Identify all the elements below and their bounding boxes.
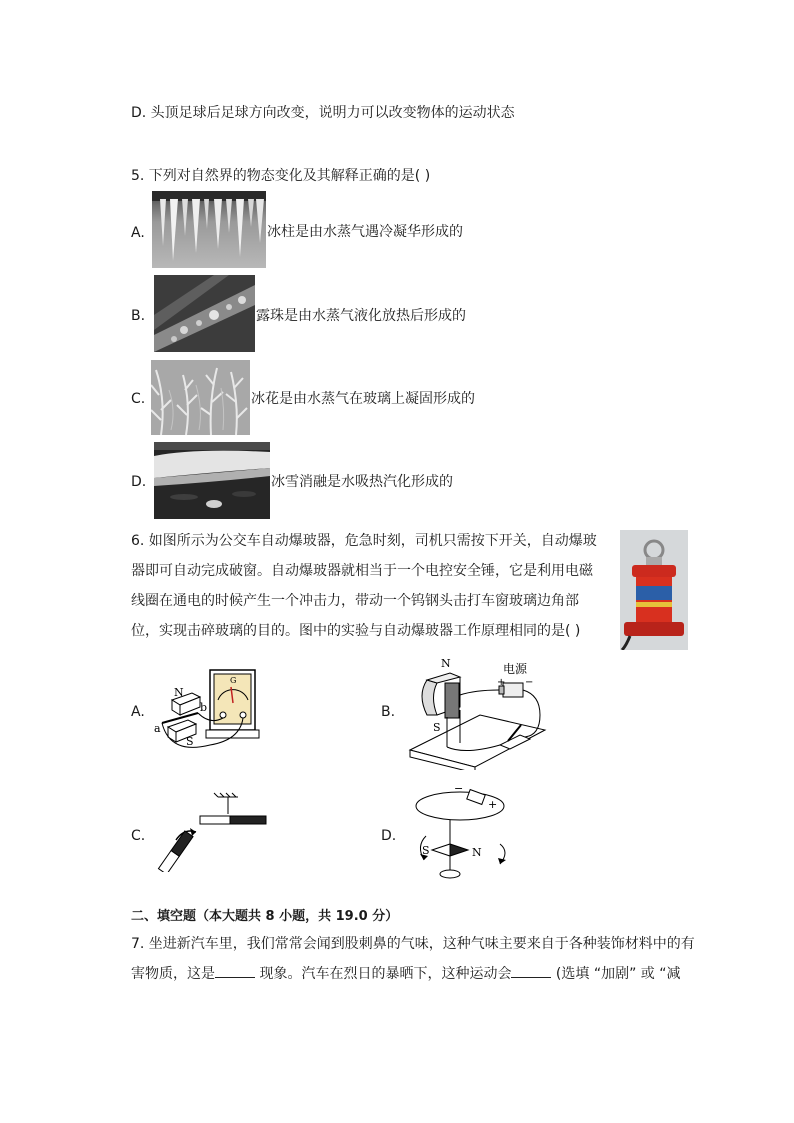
q6-d-n-label: N	[472, 846, 482, 859]
q7-blank-2[interactable]	[511, 963, 551, 978]
q6-option-b-diagram	[405, 655, 550, 770]
q6-d-plus-label: +	[488, 798, 498, 811]
q6-option-b-letter: B.	[381, 704, 396, 720]
q6-a-g-label: G	[230, 676, 237, 685]
q5-option-d-letter: D.	[131, 474, 147, 490]
q7-part3: (选填 “加剧” 或 “减	[551, 966, 681, 982]
q7-part2: 现象。汽车在烈日的暴晒下，这种运动会	[255, 966, 512, 982]
q6-b-minus-label: −	[525, 677, 534, 688]
q6-b-power-label: 电源	[503, 662, 528, 676]
q6-option-a-letter: A.	[131, 704, 145, 720]
q6-option-a-diagram	[150, 665, 260, 755]
q4-option-d: D. 头顶足球后足球方向改变，说明力可以改变物体的运动状态	[131, 105, 515, 121]
q6-d-s-label: S	[422, 844, 430, 857]
q6-a-s-label: S	[186, 735, 194, 748]
dewdrops-photo	[154, 275, 255, 352]
section-heading: 二、填空题（本大题共 8 小题，共 19.0 分）	[131, 909, 399, 924]
q6-a-n-label: N	[174, 686, 184, 699]
q6-stem: 6. 如图所示为公交车自动爆玻器，危急时刻，司机只需按下开关，自动爆玻器即可自动完成破窗。自动爆玻器就相当于一个电控安全锤，它是利用电磁线圈在通电的时候产生一个冲击力，带动一个钨钢头击打车窗玻璃边角部位，实现击碎玻璃的目的。图中的实验与自动爆玻器工作原理相同的是( )	[131, 533, 597, 639]
q6-option-c-diagram	[148, 792, 268, 872]
q6-b-plus-label: +	[497, 677, 506, 688]
q6-option-d-diagram	[410, 782, 520, 882]
q5-option-c-text: 冰花是由水蒸气在玻璃上凝固形成的	[251, 391, 475, 407]
icicles-photo	[152, 191, 266, 268]
q5-option-a-letter: A.	[131, 225, 145, 241]
q6-option-d-letter: D.	[381, 828, 397, 844]
q6-d-minus-label: −	[454, 782, 464, 795]
glass-breaker-photo	[620, 530, 688, 650]
q6-a-a-label: a	[154, 722, 161, 735]
q6-option-c-letter: C.	[131, 828, 146, 844]
q6-b-n-label: N	[441, 657, 451, 670]
q5-option-c-letter: C.	[131, 391, 146, 407]
q7-stem	[131, 929, 697, 989]
q6-a-b-label: b	[200, 701, 208, 714]
frost-photo	[151, 360, 250, 435]
q7-blank-1[interactable]	[215, 963, 255, 978]
q5-option-d-text: 冰雪消融是水吸热汽化形成的	[271, 474, 453, 490]
q5-option-b-text: 露珠是由水蒸气液化放热后形成的	[256, 308, 466, 324]
q5-option-b-letter: B.	[131, 308, 146, 324]
q5-stem: 5. 下列对自然界的物态变化及其解释正确的是( )	[131, 168, 431, 184]
melting-snow-photo	[154, 442, 270, 519]
q6-b-s-label: S	[433, 721, 441, 734]
q7-part1: 7. 坐进新汽车里，我们常常会闻到股刺鼻的气味，这种气味主要来自于各种装饰材料中的有害物质，这是	[131, 936, 695, 982]
q5-option-a-text: 冰柱是由水蒸气遇冷凝华形成的	[267, 224, 463, 240]
